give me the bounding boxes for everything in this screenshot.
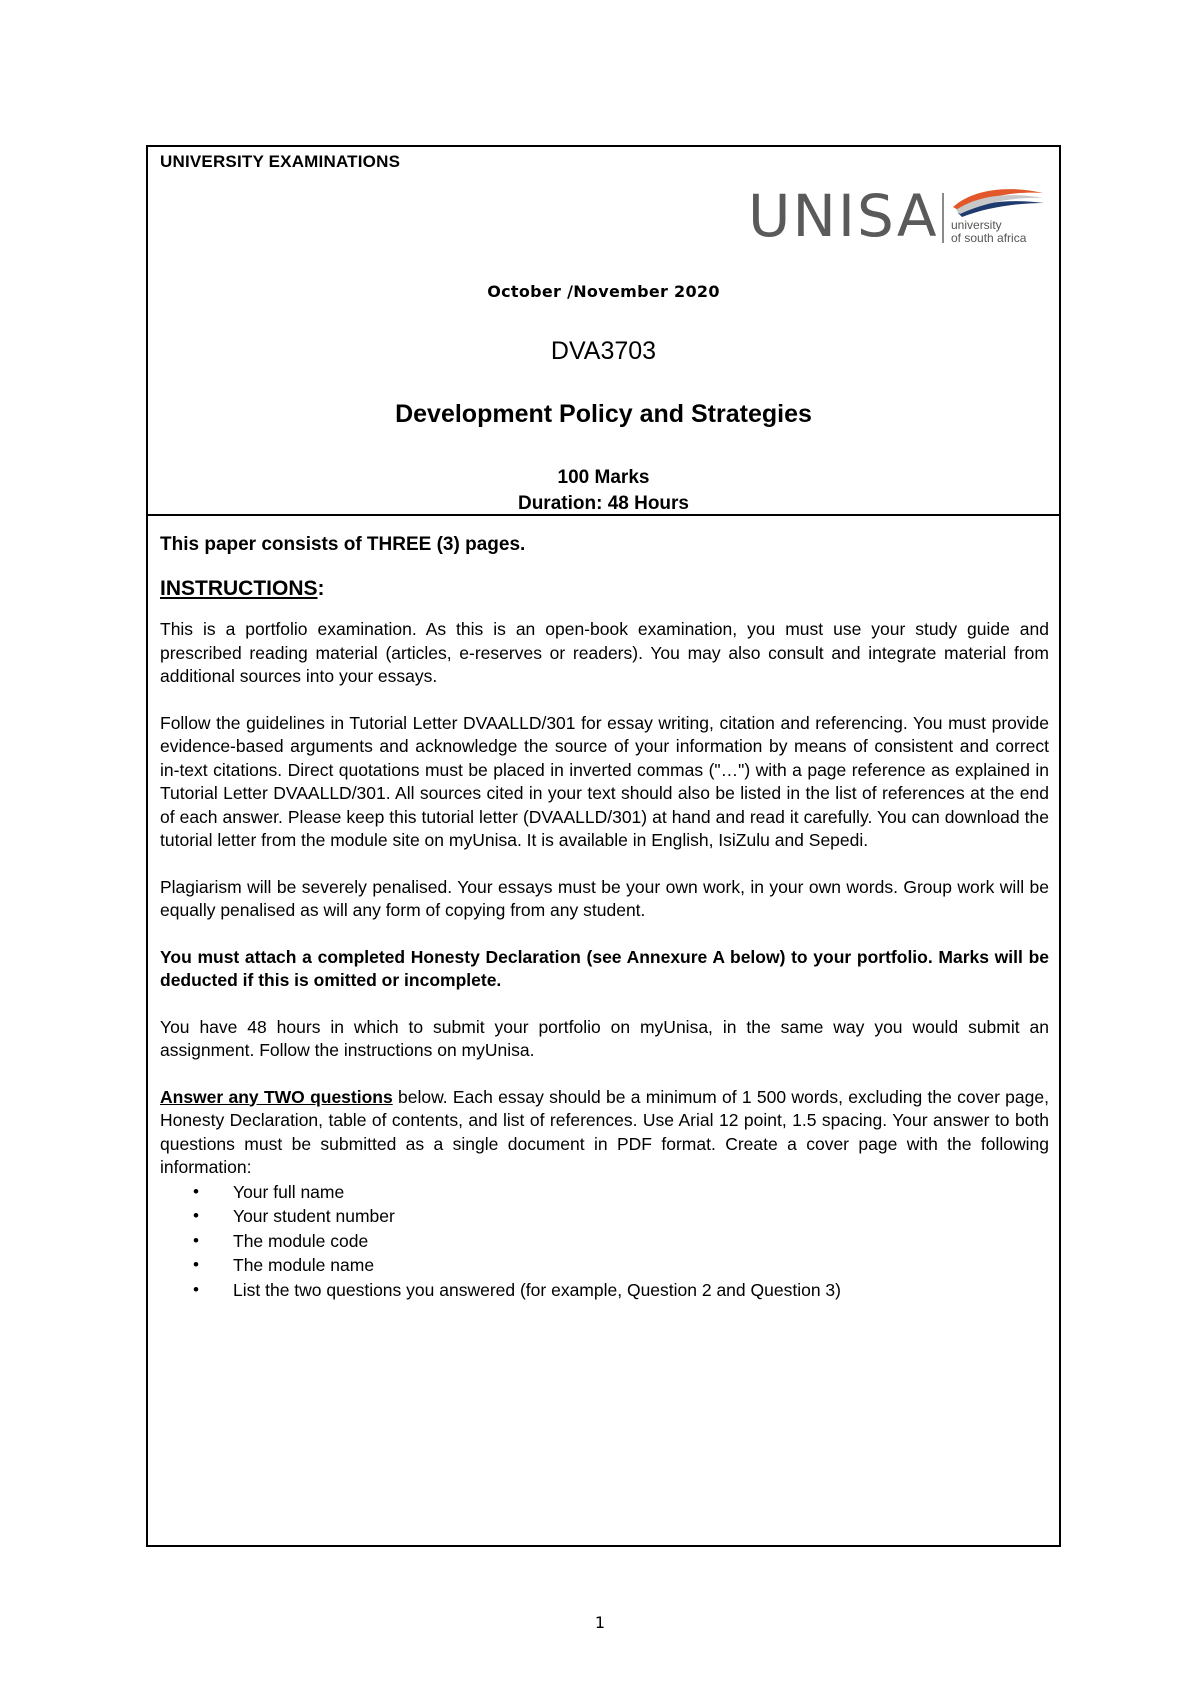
exam-header [148, 147, 1059, 516]
page-number: 1 [594, 1613, 606, 1632]
answer-rest: below. Each essay should be a minimum of 1 500 words, excluding the cover page, Honesty Declaration, table of contents, and list of references. Use Arial 12 point, 1.5 spacing. Your answer to both questions must be submitted as a single document in PDF format. Create a cover page with the following information: [160, 1086, 1049, 1177]
university-examinations-label: UNIVERSITY EXAMINATIONS [160, 152, 401, 171]
unisa-subtitle [951, 219, 1026, 245]
list-item: • List the two questions you answered (for example, Question 2 and Question 3) [233, 1278, 1049, 1303]
answer-lead: Answer any TWO questions [160, 1086, 393, 1107]
instructions-heading-text: INSTRUCTIONS [160, 576, 318, 600]
paragraph-submission: You have 48 hours in which to submit your portfolio on myUnisa, in the same way you would submit an assignment. Follow the instructions on myUnisa. [160, 1016, 1049, 1060]
instructions-body [160, 533, 1049, 1302]
exam-duration: Duration: 48 Hours [517, 493, 690, 514]
pages-note: This paper consists of THREE (3) pages. [160, 534, 526, 555]
exam-session: October /November 2020 [487, 282, 720, 301]
paragraph-guidelines: Follow the guidelines in Tutorial Letter DVAALLD/301 for essay writing, citation and referencing. You must provide evidence-based arguments and acknowledge the source of your information by means of consistent and correct in-text citations. Direct quotations must be placed in inverted commas ("…") with a page reference as explained in Tutorial Letter DVAALLD/301. All sources cited in your text should also be listed in the list of references at the end of each answer. Please keep this tutorial letter (DVAALLD/301) at hand and read it carefully. You can download the tutorial letter from the module site on myUnisa. It is available in English, IsiZulu and Sepedi. [160, 712, 1049, 850]
logo-divider [942, 193, 944, 243]
logo-sub-line1: university [951, 218, 1002, 232]
instructions-heading-colon: : [317, 576, 325, 600]
logo-sub-line2: of south africa [951, 231, 1027, 245]
module-name: Development Policy and Strategies [395, 400, 812, 428]
paragraph-honesty-declaration: You must attach a completed Honesty Declaration (see Annexure A below) to your portfolio. Marks will be deducted if this is omitted or incomplete. [160, 946, 1049, 990]
paragraph-plagiarism: Plagiarism will be severely penalised. Your essays must be your own work, in your own words. Group work will be equally penalised as will any form of copying from any student. [160, 876, 1049, 920]
list-item: • Your full name [233, 1180, 1049, 1205]
unisa-wordmark: UNISA [748, 182, 939, 250]
cover-page-list [160, 1180, 1049, 1303]
paragraph-portfolio: This is a portfolio examination. As this is an open-book examination, you must use your study guide and prescribed reading material (articles, e-reserves or readers). You may also consult and integrate material from additional sources into your essays. [160, 619, 1049, 686]
exam-cover-frame [146, 145, 1061, 1547]
unisa-logo [748, 183, 1048, 253]
module-code: DVA3703 [550, 337, 657, 365]
unisa-swoosh-icon [948, 183, 1048, 219]
list-item: • The module code [233, 1229, 1049, 1254]
total-marks: 100 Marks [557, 467, 650, 488]
marks-duration [148, 465, 1059, 517]
list-item: • Your student number [233, 1204, 1049, 1229]
instructions-heading [160, 577, 1049, 601]
paragraph-answer-questions [160, 1086, 1049, 1180]
list-item: • The module name [233, 1253, 1049, 1278]
